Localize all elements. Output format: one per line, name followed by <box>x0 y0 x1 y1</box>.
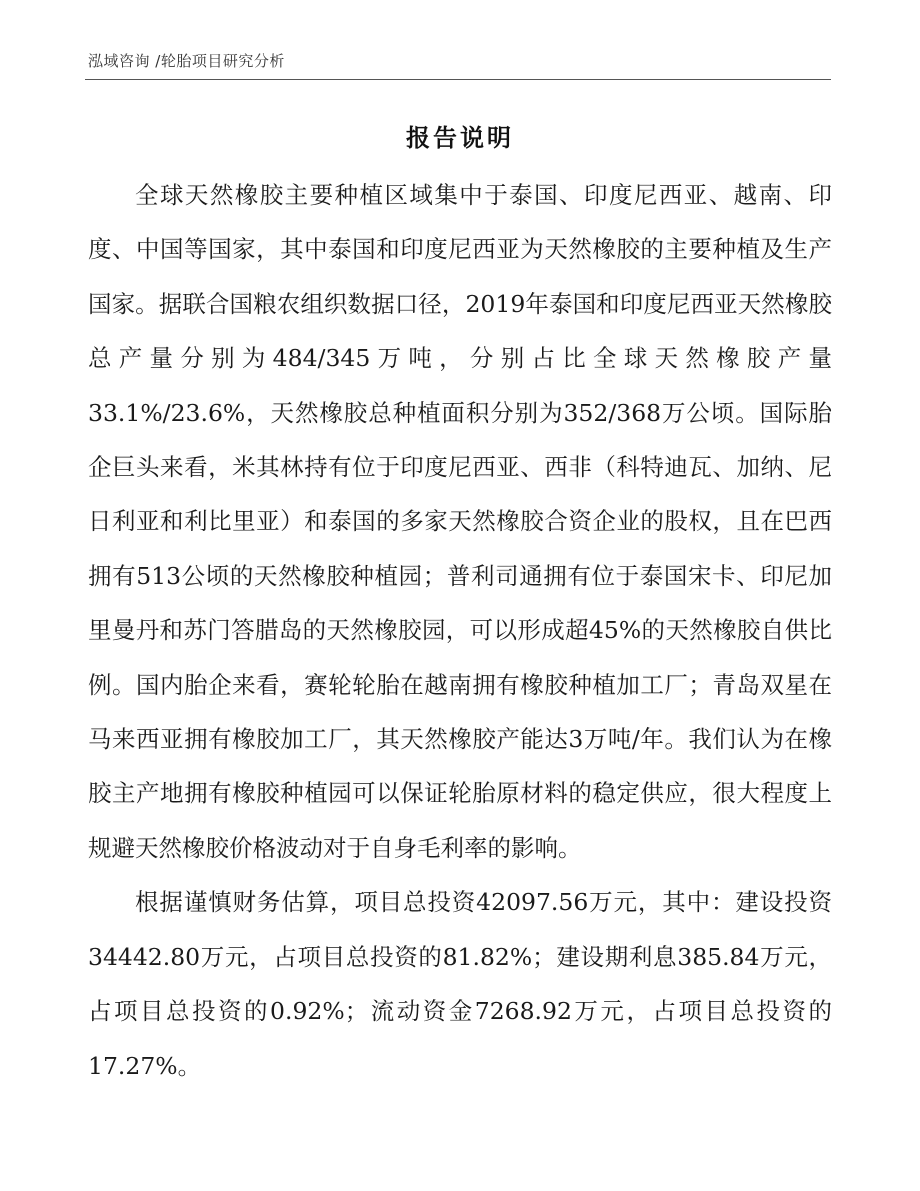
paragraph-investment-estimate: 根据谨慎财务估算，项目总投资42097.56万元，其中：建设投资34442.80万元，占项目总投资的81.82%；建设期利息385.84万元，占项目总投资的0.92%；流动资金7268.92万元，占项目总投资的17.27%。 <box>88 888 832 1080</box>
running-header: 泓域咨询 /轮胎项目研究分析 <box>88 52 285 70</box>
header-divider <box>85 79 831 80</box>
page-title: 报告说明 <box>406 124 514 152</box>
document-body <box>88 168 832 1093</box>
paragraph-rubber-supply: 全球天然橡胶主要种植区域集中于泰国、印度尼西亚、越南、印度、中国等国家，其中泰国和印度尼西亚为天然橡胶的主要种植及生产国家。据联合国粮农组织数据口径，2019年泰国和印度尼西亚天然橡胶总产量分别为484/345万吨，分别占比全球天然橡胶产量33.1%/23.6%，天然橡胶总种植面积分别为352/368万公顷。国际胎企巨头来看，米其林持有位于印度尼西亚、西非（科特迪瓦、加纳、尼日利亚和利比里亚）和泰国的多家天然橡胶合资企业的股权，且在巴西拥有513公顷的天然橡胶种植园；普利司通拥有位于泰国宋卡、印尼加里曼丹和苏门答腊岛的天然橡胶园，可以形成超45%的天然橡胶自供比例。国内胎企来看，赛轮轮胎在越南拥有橡胶种植加工厂；青岛双星在马来西亚拥有橡胶加工厂，其天然橡胶产能达3万吨/年。我们认为在橡胶主产地拥有橡胶种植园可以保证轮胎原材料的稳定供应，很大程度上规避天然橡胶价格波动对于自身毛利率的影响。 <box>88 181 832 862</box>
